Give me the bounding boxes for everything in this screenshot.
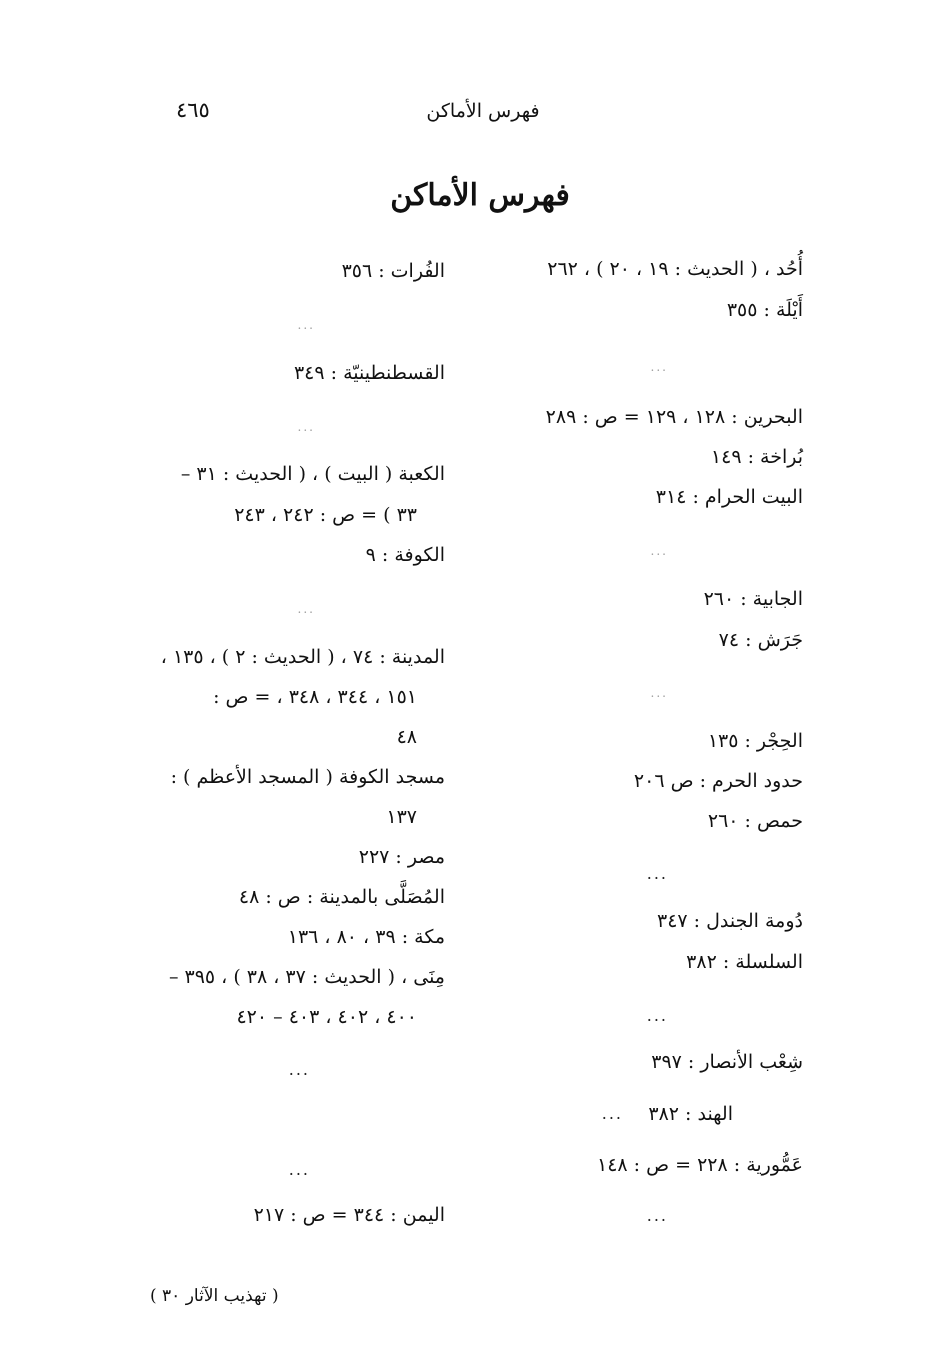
index-entry: دُومة الجندل : ٣٤٧ xyxy=(657,910,803,932)
index-entry: القسطنطينيّة : ٣٤٩ xyxy=(293,362,445,384)
index-entry: مِنَى ، ( الحديث : ٣٧ ، ٣٨ ) ، ٣٩٥ – xyxy=(168,966,445,988)
ellipsis: ... xyxy=(297,420,315,434)
ellipsis: ... xyxy=(646,1006,668,1025)
index-entry: مكة : ٣٩ ، ٨٠ ، ١٣٦ xyxy=(287,926,445,948)
index-entry: الحِجْر : ١٣٥ xyxy=(707,730,803,752)
index-entry: شِعْب الأنصار : ٣٩٧ xyxy=(651,1051,803,1073)
ellipsis: ... xyxy=(650,544,668,558)
ellipsis: ... xyxy=(650,686,668,700)
ellipsis: ... xyxy=(297,318,315,332)
index-entry: أُحُد ، ( الحديث : ١٩ ، ٢٠ ) ، ٢٦٢ xyxy=(547,258,803,280)
index-entry: ١٥١ ، ٣٤٤ ، ٣٤٨ ، = ص : xyxy=(213,686,417,708)
ellipsis: ... xyxy=(297,602,315,616)
index-entry: ٣٣ ) = ص : ٢٤٢ ، ٢٤٣ xyxy=(234,504,417,526)
index-entry: ٤٠٠ ، ٤٠٢ ، ٤٠٣ – ٤٢٠ xyxy=(236,1006,417,1028)
index-entry: الهند : ٣٨٢ xyxy=(648,1103,733,1125)
ellipsis: ... xyxy=(288,1160,310,1179)
index-column-left xyxy=(125,0,445,1353)
index-entry: ١٣٧ xyxy=(386,806,417,828)
index-entry: الكوفة : ٩ xyxy=(365,544,445,566)
index-entry: مصر : ٢٢٧ xyxy=(358,846,445,868)
index-entry: عَمُّورية : ٢٢٨ = ص : ١٤٨ xyxy=(597,1154,803,1176)
index-entry: حمص : ٢٦٠ xyxy=(707,810,803,832)
index-entry: السلسلة : ٣٨٢ xyxy=(686,951,803,973)
index-entry: المُصَلَّى بالمدينة : ص : ٤٨ xyxy=(238,886,445,908)
index-entry: جَرَش : ٧٤ xyxy=(718,629,803,651)
index-entry: بُراخة : ١٤٩ xyxy=(710,446,803,468)
ellipsis: ... xyxy=(288,1060,310,1079)
index-entry: المدينة : ٧٤ ، ( الحديث : ٢ ) ، ١٣٥ ، xyxy=(160,646,445,668)
ellipsis: ... xyxy=(646,1206,668,1225)
index-entry: أَيْلَة : ٣٥٥ xyxy=(726,299,803,321)
footer-volume-note: ( تهذيب الآثار ٣٠ ) xyxy=(150,1286,279,1306)
ellipsis: ... xyxy=(646,864,668,883)
ellipsis: ... xyxy=(601,1104,623,1123)
page-number: ٤٦٥ xyxy=(176,98,210,122)
index-entry: الجابية : ٢٦٠ xyxy=(703,588,803,610)
index-column-right xyxy=(473,0,803,1353)
running-header: فهرس الأماكن xyxy=(426,100,540,122)
index-entry: البحرين : ١٢٨ ، ١٢٩ = ص : ٢٨٩ xyxy=(545,406,803,428)
index-entry: اليمن : ٣٤٤ = ص : ٢١٧ xyxy=(253,1204,445,1226)
index-entry: حدود الحرم : ص ٢٠٦ xyxy=(633,770,803,792)
index-entry: الكعبة ( البيت ) ، ( الحديث : ٣١ – xyxy=(180,463,445,485)
index-entry: الفُرات : ٣٥٦ xyxy=(341,260,445,282)
index-entry: البيت الحرام : ٣١٤ xyxy=(655,486,803,508)
page-title: فهرس الأماكن xyxy=(390,178,570,213)
index-entry: مسجد الكوفة ( المسجد الأعظم ) : xyxy=(170,766,445,788)
ellipsis: ... xyxy=(650,360,668,374)
index-entry: ٤٨ xyxy=(396,726,417,748)
